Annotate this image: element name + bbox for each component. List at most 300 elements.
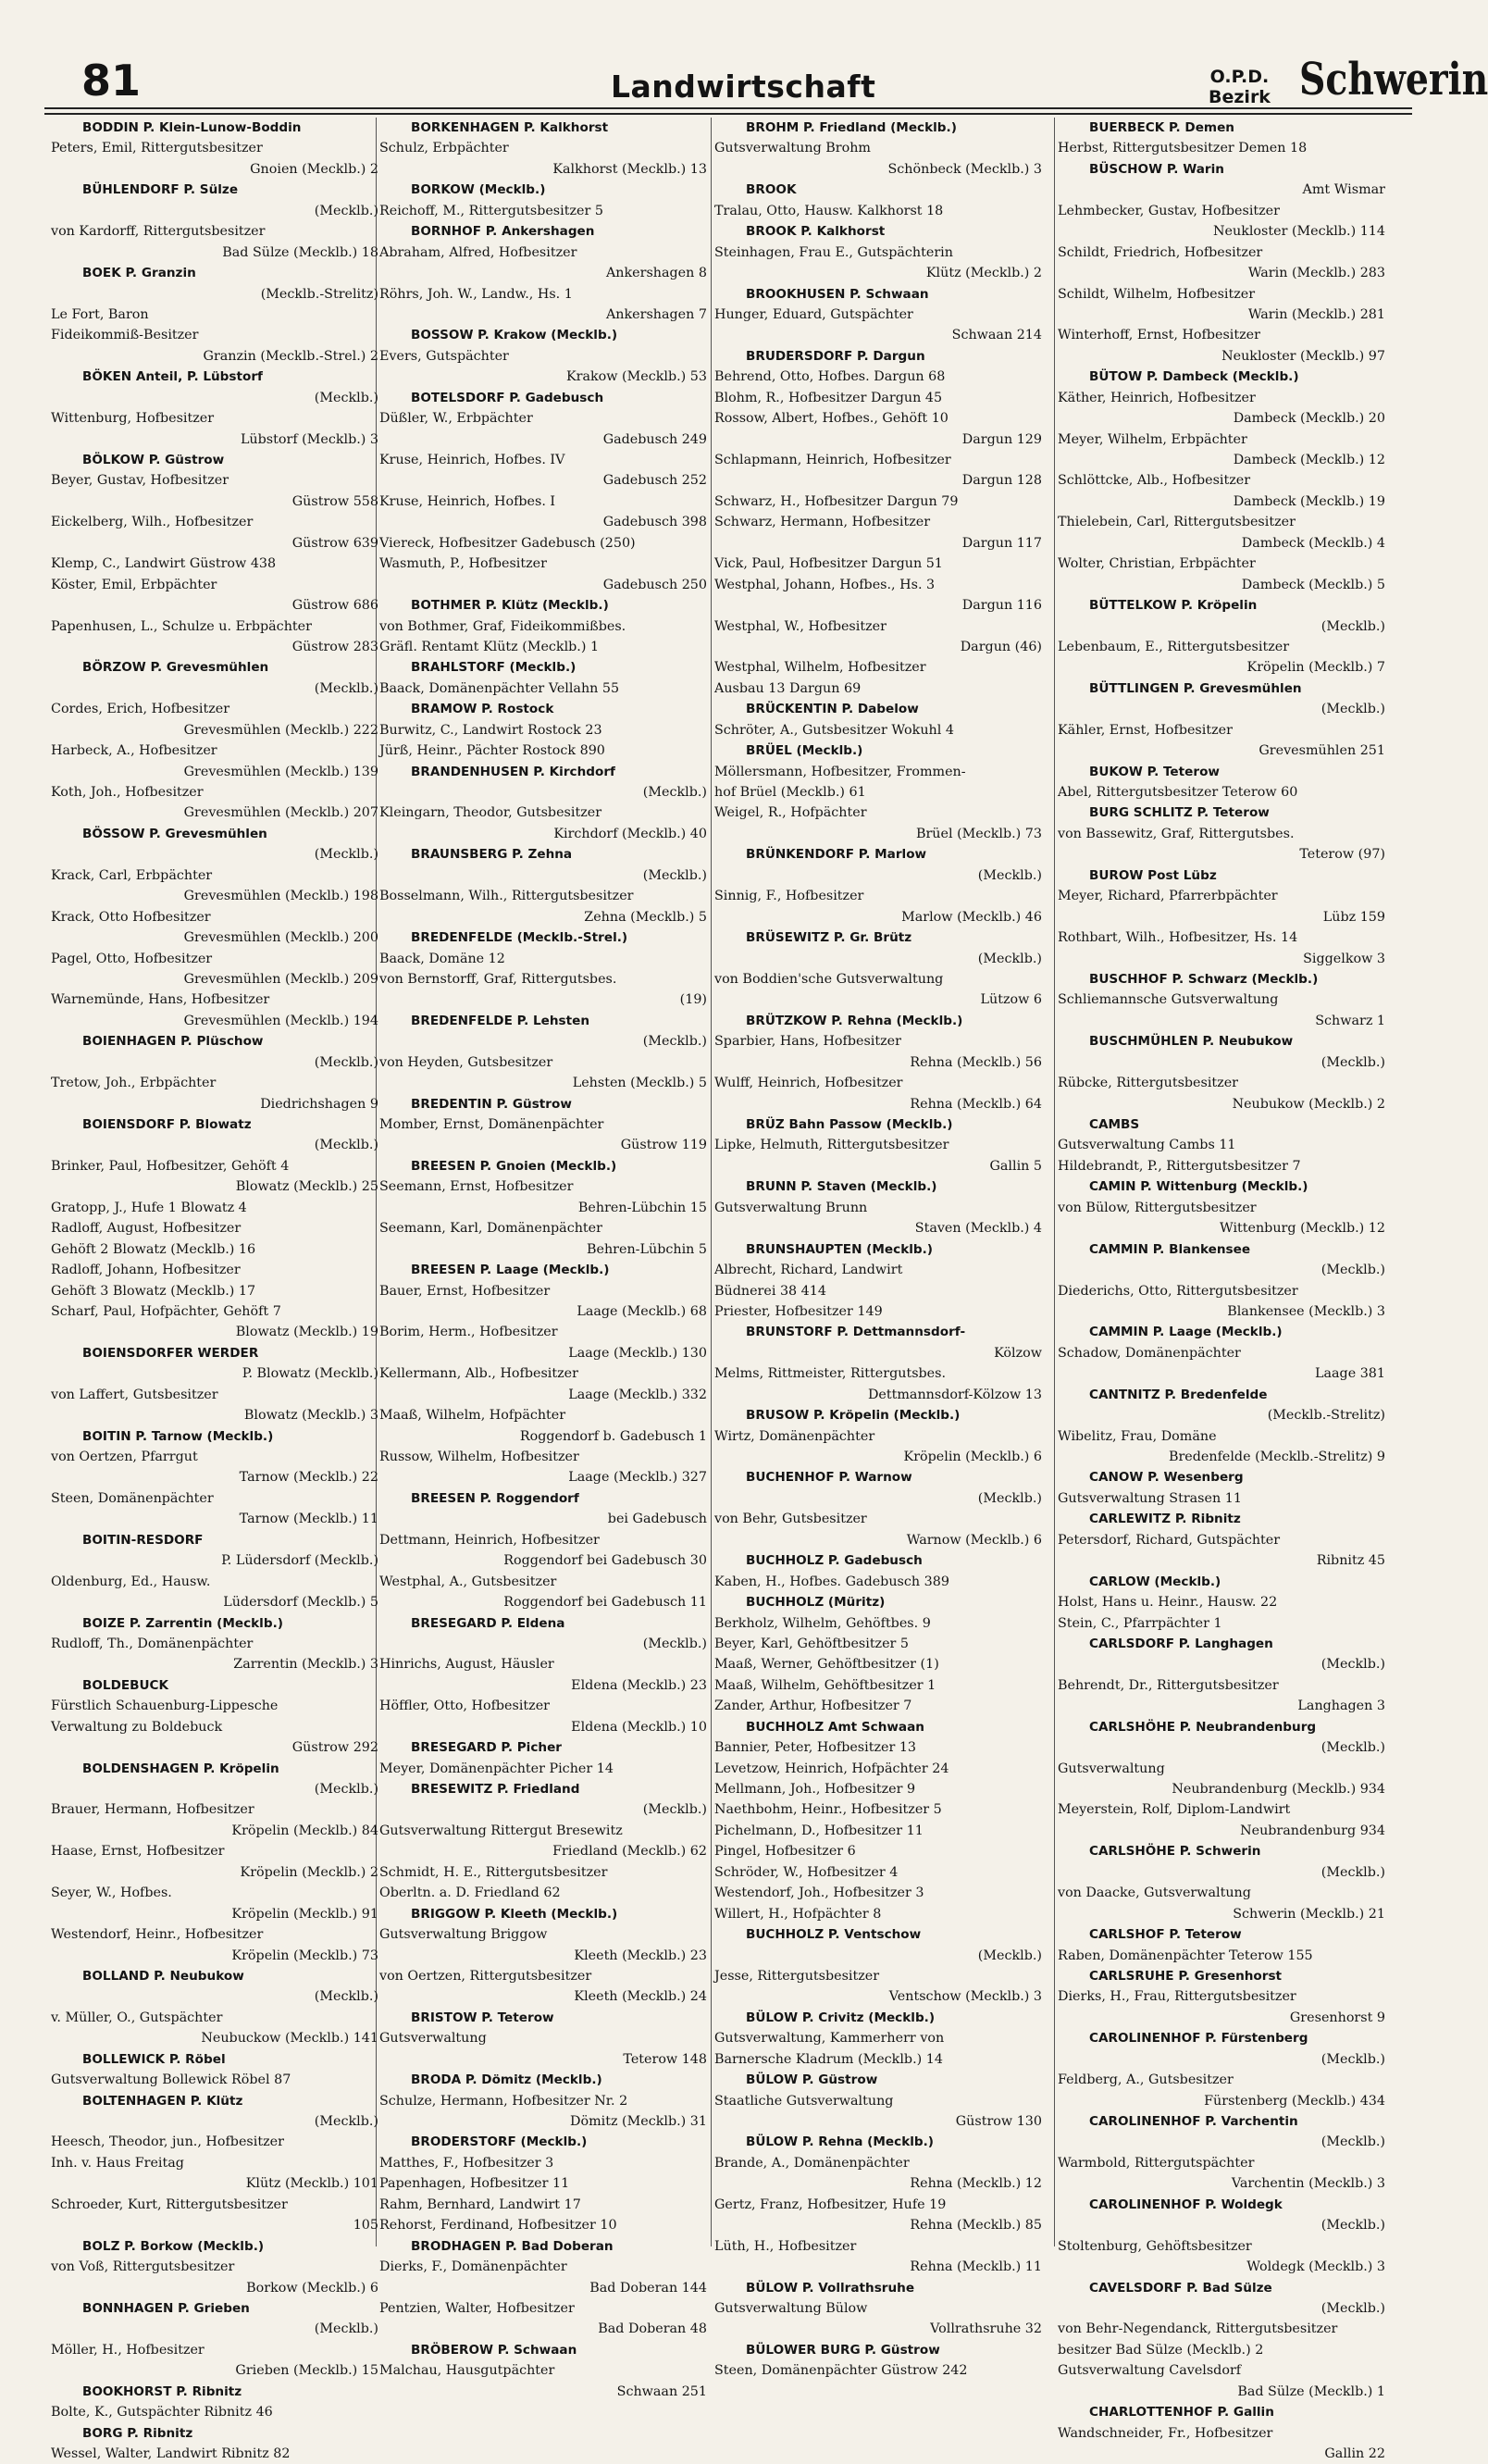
entry-line: von Bernstorff, Graf, Rittergutsbes. bbox=[379, 971, 617, 987]
entry-line: Gutsverwaltung Cambs 11 bbox=[1058, 1138, 1236, 1153]
entry-line: Neubrandenburg (Mecklb.) 934 bbox=[1172, 1782, 1385, 1797]
entry-line: Dargun 116 bbox=[961, 598, 1042, 614]
place-heading: CAVELSDORF P. Bad Sülze bbox=[1089, 2280, 1272, 2296]
entry-line: (Mecklb.-Strelitz) bbox=[1267, 1408, 1385, 1424]
entry-line: Zander, Arthur, Hofbesitzer 7 bbox=[714, 1699, 912, 1714]
place-heading: CAROLINENHOF P. Varchentin bbox=[1089, 2114, 1298, 2129]
entry-line: Dargun 117 bbox=[961, 535, 1042, 551]
entry-line: Wandschneider, Fr., Hofbesitzer bbox=[1058, 2425, 1273, 2441]
entry-line: Lebenbaum, E., Rittergutsbesitzer bbox=[1058, 639, 1290, 654]
entry-line: Rehna (Mecklb.) 11 bbox=[910, 2259, 1042, 2275]
place-heading: BUCHHOLZ (Müritz) bbox=[746, 1595, 886, 1611]
entry-line: Kölzow bbox=[994, 1345, 1042, 1361]
entry-line: Wittenburg, Hofbesitzer bbox=[51, 411, 215, 427]
entry-line: Schwarz, H., Hofbesitzer Dargun 79 bbox=[714, 493, 959, 509]
entry-line: Kruse, Heinrich, Hofbes. IV bbox=[379, 453, 565, 467]
entry-line: Kröpelin (Mecklb.) 91 bbox=[231, 1906, 378, 1922]
entry-line: Westphal, Wilhelm, Hofbesitzer bbox=[714, 660, 926, 676]
place-heading: BRÜNKENDORF P. Marlow bbox=[746, 847, 927, 863]
place-heading: BÜSCHOW P. Warin bbox=[1089, 161, 1224, 177]
entry-line: Gratopp, J., Hufe 1 Blowatz 4 bbox=[51, 1200, 247, 1215]
entry-line: Reichoff, M., Rittergutsbesitzer 5 bbox=[379, 203, 603, 218]
entry-line: Brande, A., Domänenpächter bbox=[714, 2155, 910, 2171]
entry-line: Gutsverwaltung Bollewick Röbel 87 bbox=[51, 2072, 291, 2088]
entry-line: Priester, Hofbesitzer 149 bbox=[714, 1303, 883, 1319]
place-heading: BRESEGARD P. Picher bbox=[411, 1740, 562, 1756]
entry-line: Diederichs, Otto, Rittergutsbesitzer bbox=[1058, 1283, 1298, 1299]
bezirk-label: Bezirk bbox=[1209, 87, 1271, 107]
entry-line: Maaß, Wilhelm, Gehöftbesitzer 1 bbox=[714, 1677, 936, 1693]
place-heading: BOIENSDORF P. Blowatz bbox=[82, 1117, 252, 1132]
entry-line: Kaben, H., Hofbes. Gadebusch 389 bbox=[714, 1574, 949, 1589]
entry-line: Papenhusen, L., Schulze u. Erbpächter bbox=[51, 618, 312, 634]
entry-line: Borkow (Mecklb.) 6 bbox=[246, 2280, 378, 2296]
entry-line: Kleingarn, Theodor, Gutsbesitzer bbox=[379, 805, 602, 821]
place-heading: BUCHHOLZ Amt Schwaan bbox=[746, 1719, 924, 1735]
entry-line: Kröpelin (Mecklb.) 6 bbox=[903, 1450, 1042, 1464]
entry-line: Petersdorf, Richard, Gutspächter bbox=[1058, 1532, 1281, 1548]
entry-line: (19) bbox=[679, 992, 707, 1008]
entry-line: Laage (Mecklb.) 327 bbox=[568, 1470, 707, 1486]
place-heading: BOEK P. Granzin bbox=[82, 266, 196, 281]
entry-line: Gadebusch 249 bbox=[602, 431, 707, 447]
entry-line: Bosselmann, Wilh., Rittergutsbesitzer bbox=[379, 889, 634, 904]
entry-line: Blowatz (Mecklb.) 25 bbox=[235, 1179, 378, 1195]
entry-line: Grevesmühlen (Mecklb.) 198 bbox=[183, 889, 378, 904]
entry-line: Güstrow 130 bbox=[955, 2114, 1042, 2129]
entry-line: Krack, Carl, Erbpächter bbox=[51, 867, 213, 883]
entry-line: Feldberg, A., Gutsbesitzer bbox=[1058, 2072, 1234, 2088]
place-heading: BRUNSTORF P. Dettmannsdorf- bbox=[746, 1325, 966, 1340]
entry-line: Rothbart, Wilh., Hofbesitzer, Hs. 14 bbox=[1058, 930, 1298, 946]
place-heading: BRÜEL (Mecklb.) bbox=[746, 743, 863, 759]
place-heading: BROHM P. Friedland (Mecklb.) bbox=[746, 120, 957, 135]
column-3 bbox=[714, 118, 1046, 2379]
entry-line: Papenhagen, Hofbesitzer 11 bbox=[379, 2176, 570, 2192]
place-heading: BRÜCKENTIN P. Dabelow bbox=[746, 702, 919, 717]
entry-line: Hinrichs, August, Häusler bbox=[379, 1657, 554, 1673]
place-heading: BÜHLENDORF P. Sülze bbox=[82, 182, 239, 198]
place-heading: BUCHHOLZ P. Ventschow bbox=[746, 1927, 922, 1943]
entry-line: Fürstlich Schauenburg-Lippesche bbox=[51, 1699, 279, 1714]
entry-line: Kröpelin (Mecklb.) 7 bbox=[1246, 660, 1385, 676]
entry-line: Klütz (Mecklb.) 2 bbox=[925, 266, 1042, 281]
entry-line: Gutsverwaltung Strasen 11 bbox=[1058, 1490, 1242, 1506]
entry-line: Neubrandenburg 934 bbox=[1240, 1823, 1385, 1838]
entry-line: Evers, Gutspächter bbox=[379, 348, 509, 364]
place-heading: BOSSOW P. Krakow (Mecklb.) bbox=[411, 328, 618, 343]
entry-line: Wirtz, Domänenpächter bbox=[714, 1428, 875, 1444]
entry-line: Ventschow (Mecklb.) 3 bbox=[888, 1989, 1042, 2005]
entry-line: Baack, Domänenpächter Vellahn 55 bbox=[379, 680, 620, 696]
entry-line: Westphal, A., Gutsbesitzer bbox=[379, 1574, 557, 1589]
place-heading: BORKOW (Mecklb.) bbox=[411, 182, 546, 198]
entry-line: Behren-Lübchin 15 bbox=[577, 1200, 707, 1215]
entry-line: Radloff, Johann, Hofbesitzer bbox=[51, 1263, 241, 1278]
entry-line: Neukloster (Mecklb.) 97 bbox=[1221, 348, 1385, 364]
entry-line: Seemann, Karl, Domänenpächter bbox=[379, 1221, 602, 1237]
entry-line: Röhrs, Joh. W., Landw., Hs. 1 bbox=[379, 286, 573, 302]
entry-line: Wulff, Heinrich, Hofbesitzer bbox=[714, 1076, 903, 1091]
place-heading: BONNHAGEN P. Grieben bbox=[82, 2300, 250, 2316]
entry-line: Sparbier, Hans, Hofbesitzer bbox=[714, 1034, 901, 1050]
entry-line: (Mecklb.) bbox=[314, 847, 378, 863]
place-heading: BRUDERSDORF P. Dargun bbox=[746, 348, 925, 364]
entry-line: (Mecklb.) bbox=[1321, 2218, 1385, 2234]
entry-line: Schulze, Hermann, Hofbesitzer Nr. 2 bbox=[379, 2093, 628, 2109]
entry-line: Krack, Otto Hofbesitzer bbox=[51, 909, 211, 925]
entry-line: Gutsverwaltung Brohm bbox=[714, 141, 871, 156]
entry-line: Jesse, Rittergutsbesitzer bbox=[714, 1968, 880, 1984]
entry-line: Rehorst, Ferdinand, Hofbesitzer 10 bbox=[379, 2218, 617, 2234]
entry-line: P. Lüdersdorf (Mecklb.) bbox=[221, 1553, 378, 1569]
column-divider bbox=[1054, 118, 1055, 2246]
entry-line: (Mecklb.) bbox=[1321, 2051, 1385, 2067]
entry-line: Blohm, R., Hofbesitzer Dargun 45 bbox=[714, 390, 943, 405]
entry-line: Meyerstein, Rolf, Diplom-Landwirt bbox=[1058, 1802, 1291, 1818]
entry-line: Behrendt, Dr., Rittergutsbesitzer bbox=[1058, 1677, 1279, 1693]
entry-line: Heesch, Theodor, jun., Hofbesitzer bbox=[51, 2134, 284, 2150]
place-heading: BORNHOF P. Ankershagen bbox=[411, 224, 595, 240]
place-heading: BUROW Post Lübz bbox=[1089, 867, 1217, 883]
entry-line: Wittenburg (Mecklb.) 12 bbox=[1220, 1221, 1385, 1237]
entry-line: Cordes, Erich, Hofbesitzer bbox=[51, 702, 230, 717]
entry-line: Güstrow 292 bbox=[291, 1740, 378, 1756]
entry-line: Lüth, H., Hofbesitzer bbox=[714, 2238, 857, 2254]
entry-line: Gutsverwaltung Briggow bbox=[379, 1927, 548, 1943]
entry-line: Borim, Herm., Hofbesitzer bbox=[379, 1325, 558, 1340]
entry-line: Scharf, Paul, Hofpächter, Gehöft 7 bbox=[51, 1303, 281, 1319]
entry-line: Grevesmühlen (Mecklb.) 207 bbox=[183, 805, 378, 821]
entry-line: Rudloff, Th., Domänenpächter bbox=[51, 1636, 254, 1651]
entry-line: Bad Sülze (Mecklb.) 18 bbox=[222, 244, 378, 260]
entry-line: Levetzow, Heinrich, Hofpächter 24 bbox=[714, 1761, 949, 1776]
entry-line: bei Gadebusch bbox=[607, 1512, 707, 1527]
column-divider bbox=[711, 118, 712, 2246]
entry-line: Eickelberg, Wilh., Hofbesitzer bbox=[51, 515, 254, 530]
entry-line: Gadebusch 250 bbox=[602, 577, 707, 592]
entry-line: Vick, Paul, Hofbesitzer Dargun 51 bbox=[714, 556, 943, 572]
entry-line: Westphal, Johann, Hofbes., Hs. 3 bbox=[714, 577, 936, 592]
place-heading: BOIENHAGEN P. Plüschow bbox=[82, 1034, 264, 1050]
entry-line: Schadow, Domänenpächter bbox=[1058, 1345, 1241, 1361]
place-heading: BRISTOW P. Teterow bbox=[411, 2010, 554, 2025]
entry-line: Schmidt, H. E., Rittergutsbesitzer bbox=[379, 1864, 608, 1880]
entry-line: von Laffert, Gutsbesitzer bbox=[51, 1387, 218, 1402]
entry-line: Warmbold, Rittergutspächter bbox=[1058, 2155, 1255, 2171]
entry-line: Kleeth (Mecklb.) 24 bbox=[574, 1989, 707, 2005]
entry-line: Rehna (Mecklb.) 56 bbox=[910, 1054, 1042, 1070]
entry-line: Gallin 5 bbox=[989, 1158, 1042, 1174]
entry-line: Meyer, Wilhelm, Erbpächter bbox=[1058, 431, 1247, 447]
entry-line: (Mecklb.) bbox=[1321, 1864, 1385, 1880]
entry-line: Bauer, Ernst, Hofbesitzer bbox=[379, 1283, 551, 1299]
entry-line: Tralau, Otto, Hausw. Kalkhorst 18 bbox=[714, 203, 944, 218]
entry-line: Kalkhorst (Mecklb.) 13 bbox=[552, 161, 707, 177]
place-heading: BRÖBEROW P. Schwaan bbox=[411, 2342, 577, 2358]
place-heading: CAMMIN P. Blankensee bbox=[1089, 1241, 1251, 1257]
entry-line: Brinker, Paul, Hofbesitzer, Gehöft 4 bbox=[51, 1158, 290, 1174]
place-heading: BOIENSDORFER WERDER bbox=[82, 1345, 259, 1361]
place-heading: BUCHHOLZ P. Gadebusch bbox=[746, 1553, 923, 1569]
place-heading: BOLLEWICK P. Röbel bbox=[82, 2051, 226, 2067]
entry-line: (Mecklb.) bbox=[314, 203, 378, 218]
entry-line: (Mecklb.) bbox=[642, 867, 707, 883]
entry-line: Blowatz (Mecklb.) 19 bbox=[235, 1325, 378, 1340]
entry-line: Meyer, Domänenpächter Picher 14 bbox=[379, 1761, 614, 1776]
column-4 bbox=[1058, 118, 1389, 2461]
place-heading: BRÜSEWITZ P. Gr. Brütz bbox=[746, 930, 912, 946]
place-heading: BREESEN P. Laage (Mecklb.) bbox=[411, 1263, 610, 1278]
place-heading: BÜLOW P. Crivitz (Mecklb.) bbox=[746, 2010, 936, 2025]
entry-line: Dargun 129 bbox=[961, 431, 1042, 447]
entry-line: Seemann, Ernst, Hofbesitzer bbox=[379, 1179, 574, 1195]
entry-line: Naethbohm, Heinr., Hofbesitzer 5 bbox=[714, 1802, 942, 1818]
entry-line: Pagel, Otto, Hofbesitzer bbox=[51, 951, 213, 966]
entry-line: Herbst, Rittergutsbesitzer Demen 18 bbox=[1058, 141, 1308, 156]
place-heading: BREESEN P. Gnoien (Mecklb.) bbox=[411, 1158, 617, 1174]
place-heading: BÜLOW P. Güstrow bbox=[746, 2072, 878, 2088]
entry-line: (Mecklb.) bbox=[1321, 2134, 1385, 2150]
entry-line: Ribnitz 45 bbox=[1316, 1553, 1385, 1569]
place-heading: CANTNITZ P. Bredenfelde bbox=[1089, 1387, 1268, 1402]
place-heading: BÜLOW P. Vollrathsruhe bbox=[746, 2280, 915, 2296]
entry-line: Mellmann, Joh., Hofbesitzer 9 bbox=[714, 1782, 916, 1797]
entry-line: P. Blowatz (Mecklb.) bbox=[242, 1366, 378, 1382]
entry-line: Westendorf, Heinr., Hofbesitzer bbox=[51, 1927, 264, 1943]
entry-line: Ankershagen 7 bbox=[605, 306, 707, 322]
entry-line: Grevesmühlen (Mecklb.) 209 bbox=[183, 971, 378, 987]
place-heading: BOTELSDORF P. Gadebusch bbox=[411, 390, 604, 405]
place-heading: BOOKHORST P. Ribnitz bbox=[82, 2383, 242, 2399]
entry-line: Gutsverwaltung bbox=[1058, 1761, 1165, 1776]
entry-line: Bannier, Peter, Hofbesitzer 13 bbox=[714, 1740, 917, 1756]
entry-line: Schwaan 251 bbox=[616, 2383, 707, 2399]
place-heading: BÜTTELKOW P. Kröpelin bbox=[1089, 598, 1258, 614]
entry-line: Fideikommiß-Besitzer bbox=[51, 328, 199, 343]
place-heading: BRODHAGEN P. Bad Doberan bbox=[411, 2238, 614, 2254]
place-heading: BÖSSOW P. Grevesmühlen bbox=[82, 826, 267, 841]
entry-line: Verwaltung zu Boldebuck bbox=[51, 1719, 223, 1735]
entry-line: Gutsverwaltung Bülow bbox=[714, 2300, 868, 2316]
entry-line: Kähler, Ernst, Hofbesitzer bbox=[1058, 722, 1233, 738]
entry-line: (Mecklb.-Strelitz) bbox=[260, 286, 378, 302]
place-heading: CARLSHÖHE P. Schwerin bbox=[1089, 1844, 1261, 1860]
entry-line: Maaß, Wilhelm, Hofpächter bbox=[379, 1408, 566, 1424]
entry-line: Beyer, Karl, Gehöftbesitzer 5 bbox=[714, 1636, 910, 1651]
entry-line: Malchau, Hausgutpächter bbox=[379, 2363, 555, 2379]
entry-line: Gehöft 2 Blowatz (Mecklb.) 16 bbox=[51, 1241, 256, 1257]
entry-line: Winterhoff, Ernst, Hofbesitzer bbox=[1058, 328, 1260, 343]
entry-line: Schwarz 1 bbox=[1315, 1013, 1385, 1028]
entry-line: Marlow (Mecklb.) 46 bbox=[901, 909, 1042, 925]
entry-line: Meyer, Richard, Pfarrerbpächter bbox=[1058, 889, 1278, 904]
entry-line: Warin (Mecklb.) 281 bbox=[1247, 306, 1385, 322]
entry-line: Grevesmühlen (Mecklb.) 200 bbox=[183, 930, 378, 946]
entry-line: von Heyden, Gutsbesitzer bbox=[379, 1054, 553, 1070]
place-heading: CHARLOTTENHOF P. Gallin bbox=[1089, 2405, 1274, 2420]
place-heading: BRODERSTORF (Mecklb.) bbox=[411, 2134, 588, 2150]
entry-line: Bad Sülze (Mecklb.) 1 bbox=[1237, 2383, 1385, 2399]
entry-line: (Mecklb.) bbox=[314, 1989, 378, 2005]
entry-line: von Oertzen, Pfarrgut bbox=[51, 1450, 198, 1464]
entry-line: Warin (Mecklb.) 283 bbox=[1247, 266, 1385, 281]
column-1 bbox=[51, 118, 382, 2461]
entry-line: Behrend, Otto, Hofbes. Dargun 68 bbox=[714, 369, 946, 385]
entry-line: Diedrichshagen 9 bbox=[260, 1096, 378, 1112]
entry-line: Stoltenburg, Gehöftsbesitzer bbox=[1058, 2238, 1252, 2254]
entry-line: von Behr, Gutsbesitzer bbox=[714, 1512, 867, 1527]
place-heading: BRUSOW P. Kröpelin (Mecklb.) bbox=[746, 1408, 961, 1424]
entry-line: Kröpelin (Mecklb.) 73 bbox=[231, 1948, 378, 1963]
entry-line: Lübstorf (Mecklb.) 3 bbox=[240, 431, 378, 447]
entry-line: Langhagen 3 bbox=[1297, 1699, 1385, 1714]
place-heading: BRÜTZKOW P. Rehna (Mecklb.) bbox=[746, 1013, 963, 1028]
entry-line: Dettmann, Heinrich, Hofbesitzer bbox=[379, 1532, 600, 1548]
district-label bbox=[1209, 67, 1271, 107]
entry-line: Pentzien, Walter, Hofbesitzer bbox=[379, 2300, 575, 2316]
entry-line: Inh. v. Haus Freitag bbox=[51, 2155, 184, 2171]
entry-line: Blankensee (Mecklb.) 3 bbox=[1227, 1303, 1385, 1319]
entry-line: Pingel, Hofbesitzer 6 bbox=[714, 1844, 856, 1860]
entry-line: Klütz (Mecklb.) 101 bbox=[245, 2176, 378, 2192]
entry-line: Staatliche Gutsverwaltung bbox=[714, 2093, 894, 2109]
entry-line: Tretow, Joh., Erbpächter bbox=[51, 1076, 217, 1091]
entry-line: Güstrow 119 bbox=[620, 1138, 707, 1153]
entry-line: Güstrow 686 bbox=[291, 598, 378, 614]
entry-line: Schlapmann, Heinrich, Hofbesitzer bbox=[714, 453, 951, 467]
entry-line: (Mecklb.) bbox=[642, 1034, 707, 1050]
entry-line: Pichelmann, D., Hofbesitzer 11 bbox=[714, 1823, 924, 1838]
entry-line: (Mecklb.) bbox=[314, 1138, 378, 1153]
entry-line: von Daacke, Gutsverwaltung bbox=[1058, 1885, 1251, 1901]
entry-line: Warnow (Mecklb.) 6 bbox=[906, 1532, 1042, 1548]
entry-line: Varchentin (Mecklb.) 3 bbox=[1231, 2176, 1385, 2192]
entry-line: Gehöft 3 Blowatz (Mecklb.) 17 bbox=[51, 1283, 256, 1299]
place-heading: BUSCHHOF P. Schwarz (Mecklb.) bbox=[1089, 971, 1319, 987]
place-heading: BUCHENHOF P. Warnow bbox=[746, 1470, 912, 1486]
entry-line: Gutsverwaltung bbox=[379, 2031, 487, 2047]
entry-line: (Mecklb.) bbox=[314, 1782, 378, 1797]
entry-line: Gertz, Franz, Hofbesitzer, Hufe 19 bbox=[714, 2196, 947, 2212]
entry-line: Zarrentin (Mecklb.) 3 bbox=[233, 1657, 378, 1673]
entry-line: (Mecklb.) bbox=[1321, 702, 1385, 717]
entry-line: von Voß, Rittergutsbesitzer bbox=[51, 2259, 235, 2275]
entry-line: Ankershagen 8 bbox=[605, 266, 707, 281]
entry-line: Schwaan 214 bbox=[951, 328, 1042, 343]
entry-line: Laage (Mecklb.) 332 bbox=[568, 1387, 707, 1402]
entry-line: Kröpelin (Mecklb.) 84 bbox=[231, 1823, 378, 1838]
entry-line: Brüel (Mecklb.) 73 bbox=[915, 826, 1042, 841]
entry-line: Neukloster (Mecklb.) 114 bbox=[1213, 224, 1385, 240]
place-heading: BUERBECK P. Demen bbox=[1089, 120, 1234, 135]
entry-line: von Bothmer, Graf, Fideikommißbes. bbox=[379, 618, 626, 634]
entry-line: Hildebrandt, P., Rittergutsbesitzer 7 bbox=[1058, 1158, 1301, 1174]
opd-abbrev: O.P.D. bbox=[1209, 67, 1270, 87]
entry-line: besitzer Bad Sülze (Mecklb.) 2 bbox=[1058, 2342, 1264, 2358]
entry-line: (Mecklb.) bbox=[1321, 1054, 1385, 1070]
place-heading: BÖLKOW P. Güstrow bbox=[82, 453, 225, 467]
entry-line: Momber, Ernst, Domänenpächter bbox=[379, 1117, 604, 1132]
place-heading: BOITIN-RESDORF bbox=[82, 1532, 204, 1548]
entry-line: Matthes, F., Hofbesitzer 3 bbox=[379, 2155, 554, 2171]
entry-line: Laage (Mecklb.) 130 bbox=[568, 1345, 707, 1361]
entry-line: Holst, Hans u. Heinr., Hausw. 22 bbox=[1058, 1595, 1278, 1611]
entry-line: Höffler, Otto, Hofbesitzer bbox=[379, 1699, 550, 1714]
place-heading: BRAMOW P. Rostock bbox=[411, 702, 554, 717]
place-heading: BRUNN P. Staven (Mecklb.) bbox=[746, 1179, 937, 1195]
place-heading: BÜTTLINGEN P. Grevesmühlen bbox=[1089, 680, 1302, 696]
entry-line: Möller, H., Hofbesitzer bbox=[51, 2342, 205, 2358]
entry-line: Dierks, F., Domänenpächter bbox=[379, 2259, 567, 2275]
entry-line: von Boddien'sche Gutsverwaltung bbox=[714, 971, 944, 987]
entry-line: von Behr-Negendanck, Rittergutsbesitzer bbox=[1058, 2321, 1338, 2337]
entry-line: Barnersche Kladrum (Mecklb.) 14 bbox=[714, 2051, 943, 2067]
entry-line: Amt Wismar bbox=[1302, 182, 1385, 198]
entry-line: Gallin 22 bbox=[1324, 2446, 1385, 2461]
entry-line: Bad Doberan 48 bbox=[598, 2321, 707, 2337]
place-heading: CARLOW (Mecklb.) bbox=[1089, 1574, 1221, 1589]
entry-line: Ausbau 13 Dargun 69 bbox=[714, 680, 862, 696]
column-2 bbox=[379, 118, 711, 2399]
entry-line: Dömitz (Mecklb.) 31 bbox=[570, 2114, 707, 2129]
entry-line: Dierks, H., Frau, Rittergutsbesitzer bbox=[1058, 1989, 1296, 2005]
entry-line: (Mecklb.) bbox=[1321, 618, 1385, 634]
entry-line: Gnoien (Mecklb.) 2 bbox=[250, 161, 378, 177]
place-heading: BOIZE P. Zarrentin (Mecklb.) bbox=[82, 1615, 283, 1631]
entry-line: Thielebein, Carl, Rittergutsbesitzer bbox=[1058, 515, 1296, 530]
entry-line: Käther, Heinrich, Hofbesitzer bbox=[1058, 390, 1256, 405]
entry-line: Blowatz (Mecklb.) 3 bbox=[243, 1408, 378, 1424]
entry-line: Dambeck (Mecklb.) 4 bbox=[1241, 535, 1385, 551]
entry-line: Bredenfelde (Mecklb.-Strelitz) 9 bbox=[1168, 1450, 1385, 1464]
header-rule bbox=[44, 107, 1412, 109]
entry-line: Gutsverwaltung Rittergut Bresewitz bbox=[379, 1823, 623, 1838]
entry-line: Roggendorf bei Gadebusch 30 bbox=[503, 1553, 707, 1569]
entry-line: Gadebusch 398 bbox=[602, 515, 707, 530]
entry-line: (Mecklb.) bbox=[1321, 2300, 1385, 2316]
entry-line: von Bülow, Rittergutsbesitzer bbox=[1058, 1200, 1257, 1215]
entry-line: Rahm, Bernhard, Landwirt 17 bbox=[379, 2196, 581, 2212]
entry-line: Tarnow (Mecklb.) 11 bbox=[239, 1512, 378, 1527]
entry-line: Bad Doberan 144 bbox=[589, 2280, 707, 2296]
place-heading: BORKENHAGEN P. Kalkhorst bbox=[411, 120, 609, 135]
entry-line: Abel, Rittergutsbesitzer Teterow 60 bbox=[1058, 785, 1298, 800]
entry-line: v. Müller, O., Gutspächter bbox=[51, 2010, 223, 2025]
entry-line: Kellermann, Alb., Hofbesitzer bbox=[379, 1366, 578, 1382]
entry-line: Raben, Domänenpächter Teterow 155 bbox=[1058, 1948, 1313, 1963]
place-heading: BÜLOWER BURG P. Güstrow bbox=[746, 2342, 940, 2358]
entry-line: Brauer, Hermann, Hofbesitzer bbox=[51, 1802, 254, 1818]
entry-line: (Mecklb.) bbox=[977, 867, 1042, 883]
entry-line: Bolte, K., Gutspächter Ribnitz 46 bbox=[51, 2405, 273, 2420]
entry-line: Roggendorf bei Gadebusch 11 bbox=[503, 1595, 707, 1611]
entry-line: Dambeck (Mecklb.) 12 bbox=[1233, 453, 1385, 467]
place-heading: CARLSRUHE P. Gresenhorst bbox=[1089, 1968, 1283, 1984]
entry-line: Grieben (Mecklb.) 15 bbox=[235, 2363, 378, 2379]
entry-line: von Kardorff, Rittergutsbesitzer bbox=[51, 224, 266, 240]
entry-line: Steen, Domänenpächter Güstrow 242 bbox=[714, 2363, 968, 2379]
entry-line: Granzin (Mecklb.-Strel.) 2 bbox=[203, 348, 378, 364]
entry-line: Krakow (Mecklb.) 53 bbox=[565, 369, 707, 385]
entry-line: Behren-Lübchin 5 bbox=[587, 1241, 707, 1257]
entry-line: (Mecklb.) bbox=[1321, 1740, 1385, 1756]
entry-line: Rübcke, Rittergutsbesitzer bbox=[1058, 1076, 1239, 1091]
entry-line: (Mecklb.) bbox=[314, 2321, 378, 2337]
entry-line: Gräfl. Rentamt Klütz (Mecklb.) 1 bbox=[379, 639, 600, 654]
place-heading: BORG P. Ribnitz bbox=[82, 2425, 193, 2441]
entry-line: Baack, Domäne 12 bbox=[379, 951, 505, 966]
